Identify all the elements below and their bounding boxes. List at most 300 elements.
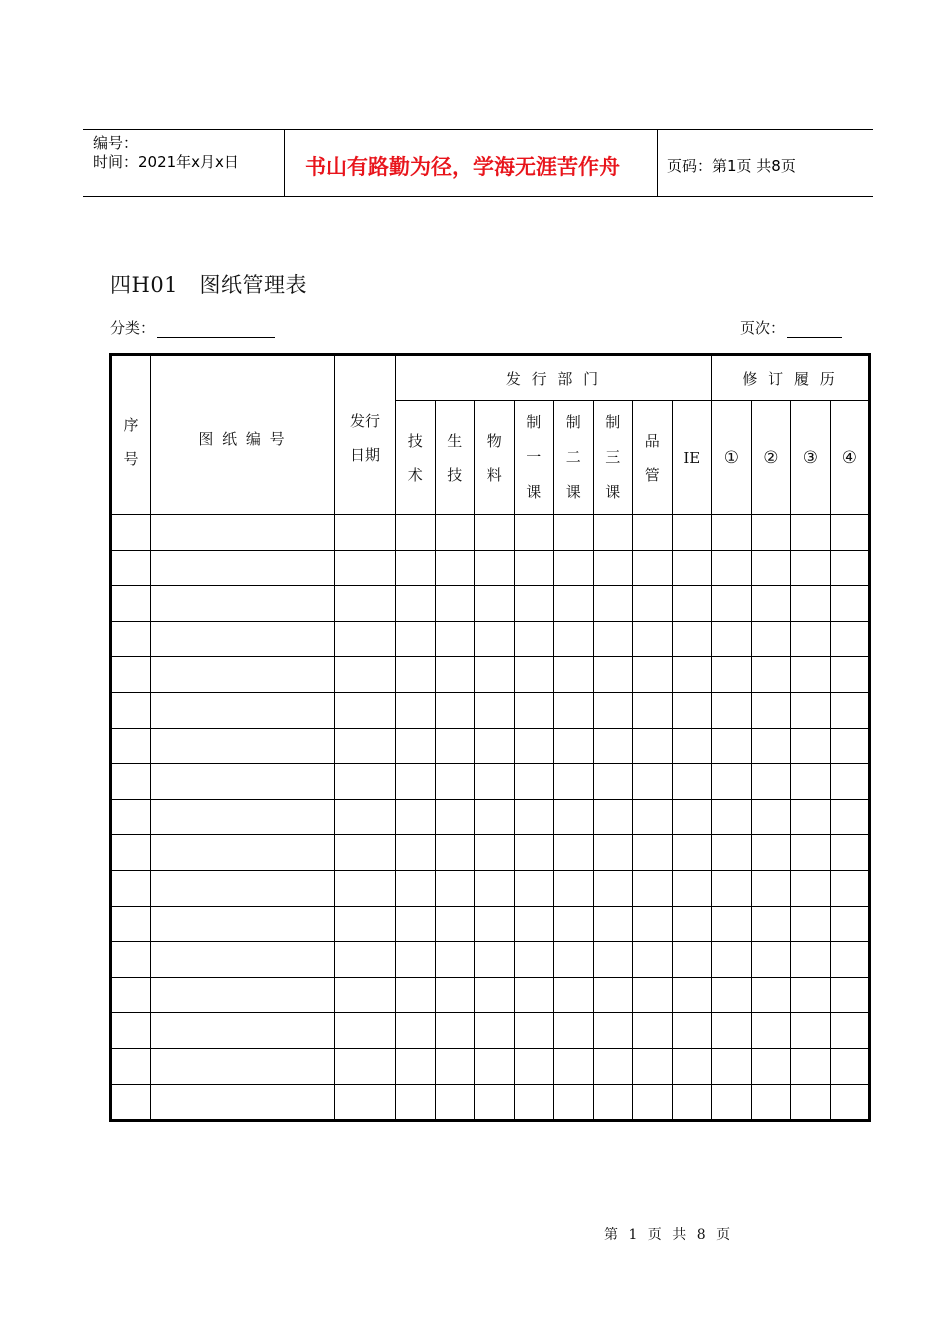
table-cell[interactable]: [593, 621, 633, 657]
table-cell[interactable]: [593, 799, 633, 835]
table-cell[interactable]: [335, 621, 396, 657]
header-cell-dept-1: [435, 401, 475, 515]
table-row: [111, 764, 870, 800]
table-cell[interactable]: [712, 515, 752, 551]
table-cell[interactable]: [791, 550, 831, 586]
header-cell-revision-1: [712, 401, 752, 515]
header-motto: 书山有路勤为径，学海无涯苦作舟: [305, 155, 620, 179]
table-cell[interactable]: [712, 550, 752, 586]
table-cell[interactable]: [791, 1084, 831, 1121]
table-cell[interactable]: [633, 799, 673, 835]
table-cell[interactable]: [335, 764, 396, 800]
table-row: [111, 515, 870, 551]
table-cell[interactable]: [335, 1013, 396, 1049]
document-title: 四H01 图纸管理表: [110, 273, 308, 297]
table-cell[interactable]: [830, 799, 870, 835]
table-cell[interactable]: [633, 621, 673, 657]
table-cell[interactable]: [712, 870, 752, 906]
table-cell[interactable]: [712, 1013, 752, 1049]
header-issue-date-line2: 日期: [349, 446, 380, 464]
table-cell[interactable]: [151, 942, 335, 978]
table-cell[interactable]: [475, 906, 515, 942]
dept-4-char-2: 课: [565, 483, 581, 501]
table-cell[interactable]: [435, 621, 475, 657]
header-top-rule: [83, 129, 873, 130]
table-cell[interactable]: [751, 550, 791, 586]
table-cell[interactable]: [791, 870, 831, 906]
table-cell[interactable]: [751, 621, 791, 657]
table-cell[interactable]: [151, 764, 335, 800]
table-cell[interactable]: [435, 550, 475, 586]
table-cell[interactable]: [396, 550, 436, 586]
table-cell[interactable]: [514, 515, 554, 551]
table-cell[interactable]: [672, 942, 712, 978]
table-cell[interactable]: [751, 515, 791, 551]
header-cell-revision-2: [751, 401, 791, 515]
table-cell[interactable]: [435, 1084, 475, 1121]
table-cell[interactable]: [672, 906, 712, 942]
table-cell[interactable]: [396, 942, 436, 978]
table-cell[interactable]: [514, 657, 554, 693]
table-cell[interactable]: [712, 764, 752, 800]
table-cell[interactable]: [435, 515, 475, 551]
table-cell[interactable]: [335, 799, 396, 835]
table-cell[interactable]: [633, 657, 673, 693]
table-cell[interactable]: [593, 550, 633, 586]
table-cell[interactable]: [830, 621, 870, 657]
table-cell[interactable]: [633, 870, 673, 906]
table-cell[interactable]: [396, 799, 436, 835]
table-cell[interactable]: [672, 1048, 712, 1084]
table-cell[interactable]: [751, 1084, 791, 1121]
table-cell[interactable]: [830, 657, 870, 693]
table-cell[interactable]: [514, 977, 554, 1013]
table-cell[interactable]: [554, 657, 594, 693]
table-cell[interactable]: [633, 906, 673, 942]
table-cell[interactable]: [396, 657, 436, 693]
table-cell[interactable]: [751, 657, 791, 693]
classification-field: [110, 317, 275, 338]
table-cell[interactable]: [751, 977, 791, 1013]
table-cell[interactable]: [751, 942, 791, 978]
table-cell[interactable]: [475, 977, 515, 1013]
dept-0-char-1: 术: [407, 465, 423, 484]
header-bottom-rule: [83, 196, 873, 197]
table-cell[interactable]: [335, 550, 396, 586]
classification-blank[interactable]: [157, 323, 275, 338]
table-cell[interactable]: [435, 1048, 475, 1084]
table-cell[interactable]: [514, 1013, 554, 1049]
table-cell[interactable]: [791, 977, 831, 1013]
table-cell[interactable]: [396, 870, 436, 906]
table-cell[interactable]: [751, 1013, 791, 1049]
table-cell[interactable]: [514, 764, 554, 800]
table-cell[interactable]: [712, 835, 752, 871]
table-cell[interactable]: [151, 657, 335, 693]
table-cell[interactable]: [830, 764, 870, 800]
table-cell[interactable]: [335, 870, 396, 906]
header-cell-revision-group: [712, 355, 870, 401]
table-cell[interactable]: [554, 1048, 594, 1084]
table-cell[interactable]: [475, 799, 515, 835]
table-cell[interactable]: [633, 764, 673, 800]
table-row: [111, 657, 870, 693]
dept-1-char-0: 生: [447, 431, 463, 450]
page-number-field: [740, 317, 842, 338]
table-cell[interactable]: [435, 586, 475, 622]
table-cell[interactable]: [554, 835, 594, 871]
table-cell[interactable]: [791, 728, 831, 764]
table-cell[interactable]: [111, 764, 151, 800]
table-cell[interactable]: [830, 835, 870, 871]
table-cell[interactable]: [633, 942, 673, 978]
table-cell[interactable]: [111, 870, 151, 906]
table-cell[interactable]: [151, 550, 335, 586]
table-cell[interactable]: [791, 835, 831, 871]
page-number-blank[interactable]: [787, 323, 842, 338]
table-cell[interactable]: [396, 764, 436, 800]
table-cell[interactable]: [151, 1013, 335, 1049]
table-row: [111, 1048, 870, 1084]
table-cell[interactable]: [335, 942, 396, 978]
table-cell[interactable]: [830, 515, 870, 551]
table-cell[interactable]: [554, 1013, 594, 1049]
table-cell[interactable]: [633, 692, 673, 728]
table-cell[interactable]: [151, 621, 335, 657]
table-cell[interactable]: [830, 1013, 870, 1049]
table-cell[interactable]: [672, 799, 712, 835]
table-cell[interactable]: [593, 942, 633, 978]
table-cell[interactable]: [111, 550, 151, 586]
dept-6-char-1: 管: [644, 465, 660, 484]
table-cell[interactable]: [151, 1084, 335, 1121]
table-cell[interactable]: [554, 621, 594, 657]
table-cell[interactable]: [791, 942, 831, 978]
table-cell[interactable]: [151, 870, 335, 906]
table-cell[interactable]: [111, 586, 151, 622]
table-cell[interactable]: [791, 764, 831, 800]
table-cell[interactable]: [791, 586, 831, 622]
table-cell[interactable]: [335, 515, 396, 551]
table-cell[interactable]: [633, 835, 673, 871]
table-cell[interactable]: [791, 515, 831, 551]
table-cell[interactable]: [593, 764, 633, 800]
table-cell[interactable]: [151, 692, 335, 728]
table-cell[interactable]: [712, 1048, 752, 1084]
table-cell[interactable]: [751, 764, 791, 800]
table-cell[interactable]: [435, 906, 475, 942]
table-cell[interactable]: [751, 1048, 791, 1084]
table-cell[interactable]: [475, 728, 515, 764]
table-cell[interactable]: [475, 515, 515, 551]
table-cell[interactable]: [475, 586, 515, 622]
table-cell[interactable]: [593, 870, 633, 906]
table-cell[interactable]: [830, 692, 870, 728]
table-cell[interactable]: [514, 550, 554, 586]
table-row: [111, 942, 870, 978]
table-cell[interactable]: [435, 942, 475, 978]
header-divider-left: [284, 129, 285, 197]
table-cell[interactable]: [514, 692, 554, 728]
table-cell[interactable]: [791, 1013, 831, 1049]
dept-4-char-0: 制: [565, 413, 581, 431]
table-cell[interactable]: [830, 728, 870, 764]
table-cell[interactable]: [633, 550, 673, 586]
table-cell[interactable]: [593, 835, 633, 871]
table-cell[interactable]: [830, 870, 870, 906]
table-cell[interactable]: [335, 728, 396, 764]
table-cell[interactable]: [111, 692, 151, 728]
table-row: [111, 586, 870, 622]
table-cell[interactable]: [554, 870, 594, 906]
table-cell[interactable]: [435, 764, 475, 800]
table-cell[interactable]: [672, 550, 712, 586]
table-cell[interactable]: [111, 835, 151, 871]
table-cell[interactable]: [514, 870, 554, 906]
table-cell[interactable]: [435, 1013, 475, 1049]
table-cell[interactable]: [475, 1048, 515, 1084]
table-cell[interactable]: [830, 1048, 870, 1084]
table-cell[interactable]: [672, 657, 712, 693]
table-cell[interactable]: [672, 621, 712, 657]
table-cell[interactable]: [554, 977, 594, 1013]
header-issue-dept-label: 发 行 部 门: [505, 369, 602, 388]
table-cell[interactable]: [593, 1048, 633, 1084]
table-cell[interactable]: [475, 835, 515, 871]
table-cell[interactable]: [554, 692, 594, 728]
table-cell[interactable]: [475, 764, 515, 800]
table-cell[interactable]: [111, 728, 151, 764]
dept-7-char-0: IE: [683, 448, 701, 467]
table-cell[interactable]: [111, 1048, 151, 1084]
table-cell[interactable]: [335, 692, 396, 728]
table-cell[interactable]: [672, 586, 712, 622]
table-cell[interactable]: [554, 764, 594, 800]
header-time-label: 时间：2021年x月x日: [93, 153, 239, 171]
dept-5-char-0: 制: [605, 413, 621, 431]
table-cell[interactable]: [475, 870, 515, 906]
table-cell[interactable]: [435, 728, 475, 764]
table-cell[interactable]: [151, 728, 335, 764]
header-drawing-no-label: 图 纸 编 号: [198, 430, 287, 448]
table-cell[interactable]: [151, 799, 335, 835]
table-cell[interactable]: [593, 906, 633, 942]
table-cell[interactable]: [712, 657, 752, 693]
table-cell[interactable]: [475, 1013, 515, 1049]
table-cell[interactable]: [554, 515, 594, 551]
table-cell[interactable]: [111, 977, 151, 1013]
table-cell[interactable]: [830, 906, 870, 942]
table-cell[interactable]: [475, 942, 515, 978]
table-cell[interactable]: [633, 977, 673, 1013]
table-cell[interactable]: [396, 586, 436, 622]
table-cell[interactable]: [751, 906, 791, 942]
table-cell[interactable]: [475, 1084, 515, 1121]
table-cell[interactable]: [712, 942, 752, 978]
table-cell[interactable]: [335, 835, 396, 871]
table-cell[interactable]: [435, 835, 475, 871]
table-cell[interactable]: [672, 764, 712, 800]
table-cell[interactable]: [633, 1013, 673, 1049]
table-cell[interactable]: [712, 977, 752, 1013]
table-cell[interactable]: [554, 586, 594, 622]
table-cell[interactable]: [554, 799, 594, 835]
table-cell[interactable]: [151, 515, 335, 551]
table-cell[interactable]: [672, 515, 712, 551]
table-cell[interactable]: [554, 942, 594, 978]
table-cell[interactable]: [593, 1013, 633, 1049]
table-cell[interactable]: [396, 1048, 436, 1084]
table-cell[interactable]: [672, 835, 712, 871]
table-cell[interactable]: [396, 906, 436, 942]
revision-mark-1: ①: [723, 447, 739, 468]
table-cell[interactable]: [111, 1013, 151, 1049]
table-cell[interactable]: [633, 586, 673, 622]
table-cell[interactable]: [151, 906, 335, 942]
table-cell[interactable]: [335, 586, 396, 622]
table-cell[interactable]: [475, 550, 515, 586]
table-cell[interactable]: [712, 906, 752, 942]
table-cell[interactable]: [111, 657, 151, 693]
table-cell[interactable]: [514, 586, 554, 622]
table-cell[interactable]: [396, 1084, 436, 1121]
table-cell[interactable]: [791, 657, 831, 693]
table-cell[interactable]: [791, 1048, 831, 1084]
table-cell[interactable]: [593, 692, 633, 728]
table-cell[interactable]: [514, 906, 554, 942]
header-issue-date-line1: 发行: [349, 412, 380, 430]
table-cell[interactable]: [830, 977, 870, 1013]
table-cell[interactable]: [672, 870, 712, 906]
table-cell[interactable]: [593, 515, 633, 551]
table-cell[interactable]: [751, 799, 791, 835]
header-cell-dept-0: [396, 401, 436, 515]
table-cell[interactable]: [593, 657, 633, 693]
table-cell[interactable]: [633, 515, 673, 551]
table-cell[interactable]: [151, 586, 335, 622]
table-cell[interactable]: [335, 1048, 396, 1084]
table-cell[interactable]: [593, 586, 633, 622]
table-cell[interactable]: [435, 870, 475, 906]
table-cell[interactable]: [514, 1084, 554, 1121]
table-cell[interactable]: [435, 657, 475, 693]
table-cell[interactable]: [751, 835, 791, 871]
table-cell[interactable]: [751, 692, 791, 728]
table-cell[interactable]: [712, 1084, 752, 1121]
table-cell[interactable]: [151, 977, 335, 1013]
table-cell[interactable]: [633, 1084, 673, 1121]
table-cell[interactable]: [593, 1084, 633, 1121]
table-cell[interactable]: [335, 906, 396, 942]
header-cell-seq: [111, 355, 151, 515]
table-row: [111, 870, 870, 906]
table-cell[interactable]: [712, 799, 752, 835]
table-cell[interactable]: [791, 799, 831, 835]
table-cell[interactable]: [672, 977, 712, 1013]
table-cell[interactable]: [751, 728, 791, 764]
table-cell[interactable]: [751, 870, 791, 906]
table-cell[interactable]: [712, 621, 752, 657]
table-cell[interactable]: [396, 1013, 436, 1049]
table-cell[interactable]: [435, 977, 475, 1013]
table-cell[interactable]: [712, 728, 752, 764]
table-cell[interactable]: [396, 621, 436, 657]
header-cell-revision-3: [791, 401, 831, 515]
table-cell[interactable]: [514, 835, 554, 871]
table-cell[interactable]: [830, 1084, 870, 1121]
table-cell[interactable]: [593, 977, 633, 1013]
dept-1-char-1: 技: [447, 465, 463, 484]
dept-5-char-2: 课: [605, 483, 621, 501]
table-cell[interactable]: [396, 692, 436, 728]
table-cell[interactable]: [335, 977, 396, 1013]
table-cell[interactable]: [633, 728, 673, 764]
table-cell[interactable]: [111, 942, 151, 978]
table-cell[interactable]: [672, 1084, 712, 1121]
table-cell[interactable]: [396, 515, 436, 551]
table-cell[interactable]: [111, 799, 151, 835]
table-cell[interactable]: [514, 942, 554, 978]
table-cell[interactable]: [435, 799, 475, 835]
table-cell[interactable]: [830, 942, 870, 978]
table-cell[interactable]: [712, 586, 752, 622]
table-cell[interactable]: [435, 692, 475, 728]
table-cell[interactable]: [514, 1048, 554, 1084]
table-cell[interactable]: [514, 621, 554, 657]
table-cell[interactable]: [475, 692, 515, 728]
table-cell[interactable]: [791, 692, 831, 728]
table-cell[interactable]: [111, 1084, 151, 1121]
dept-0-char-0: 技: [407, 431, 423, 450]
table-cell[interactable]: [151, 1048, 335, 1084]
table-cell[interactable]: [396, 977, 436, 1013]
table-cell[interactable]: [514, 728, 554, 764]
table-cell[interactable]: [791, 621, 831, 657]
table-cell[interactable]: [751, 586, 791, 622]
header-cell-dept-2: [475, 401, 515, 515]
table-cell[interactable]: [554, 1084, 594, 1121]
table-cell[interactable]: [554, 550, 594, 586]
table-cell[interactable]: [830, 550, 870, 586]
table-cell[interactable]: [672, 1013, 712, 1049]
table-cell[interactable]: [554, 906, 594, 942]
table-cell[interactable]: [672, 692, 712, 728]
table-cell[interactable]: [554, 728, 594, 764]
page-number-label: 页次：: [740, 319, 786, 337]
header-divider-right: [657, 129, 658, 197]
table-cell[interactable]: [151, 835, 335, 871]
table-cell[interactable]: [830, 586, 870, 622]
table-cell[interactable]: [672, 728, 712, 764]
table-cell[interactable]: [514, 799, 554, 835]
page-footer: 第 1 页 共 8 页: [604, 1227, 734, 1243]
table-cell[interactable]: [335, 657, 396, 693]
table-cell[interactable]: [111, 906, 151, 942]
dept-4-char-1: 二: [565, 448, 581, 466]
dept-2-char-1: 料: [486, 465, 502, 484]
table-cell[interactable]: [593, 728, 633, 764]
table-cell[interactable]: [633, 1048, 673, 1084]
table-cell[interactable]: [111, 621, 151, 657]
table-cell[interactable]: [791, 906, 831, 942]
table-cell[interactable]: [712, 692, 752, 728]
table-cell[interactable]: [111, 515, 151, 551]
table-cell[interactable]: [335, 1084, 396, 1121]
table-cell[interactable]: [475, 657, 515, 693]
table-cell[interactable]: [396, 728, 436, 764]
table-cell[interactable]: [475, 621, 515, 657]
table-cell[interactable]: [396, 835, 436, 871]
